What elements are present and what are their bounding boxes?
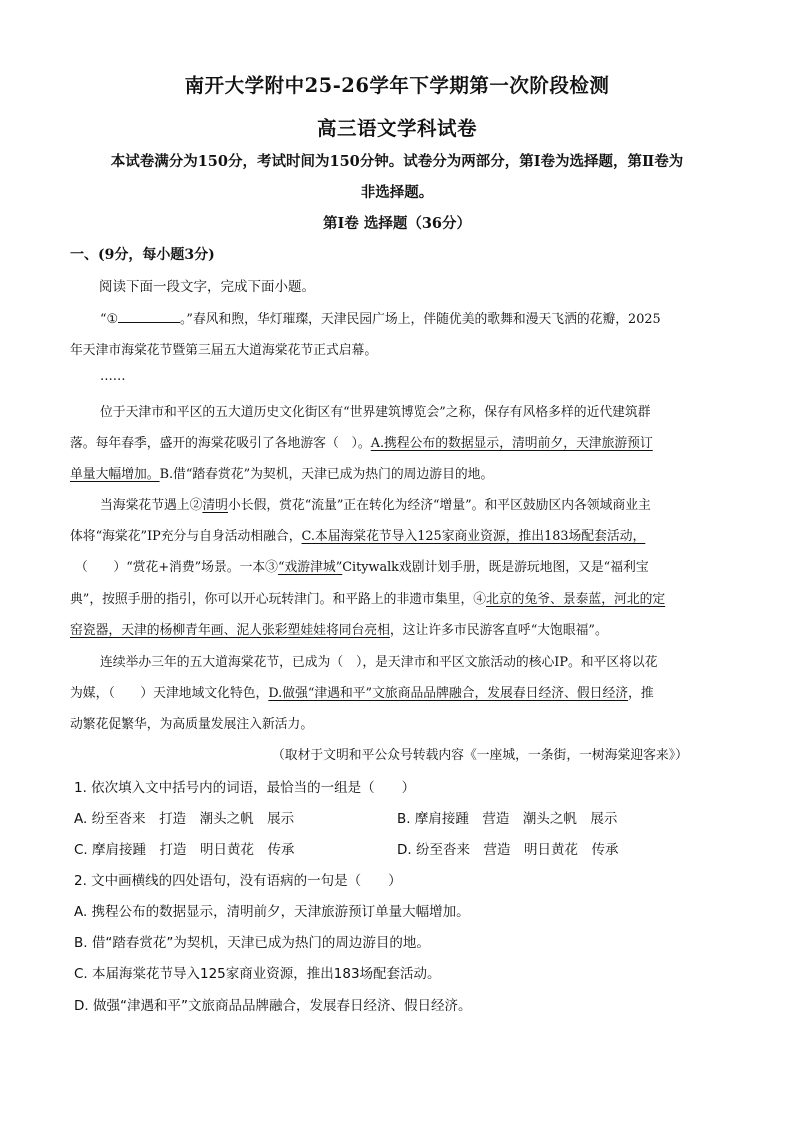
- passage-line: 为媒，（ ）天津地域文化特色，D.做强“津遇和平”文旅商品品牌融合，发展春日经济、假日经济，推: [70, 686, 654, 701]
- fill-blank-1: [118, 310, 180, 323]
- underlined-phrase-4-end: 窑瓷器，天津的杨柳青年画、泥人张彩塑娃娃将同台亮相: [70, 623, 390, 638]
- underlined-word-3: “戏游津城”: [277, 560, 343, 575]
- passage-line: 窑瓷器，天津的杨柳青年画、泥人张彩塑娃娃将同台亮相，这让许多市民游客直呼“大饱眼福”。: [70, 623, 608, 638]
- question-2-option-c: C. 本届海棠花节导入125家商业资源，推出183场配套活动。: [74, 966, 441, 982]
- exam-intro-line-2: 非选择题。: [360, 184, 434, 201]
- passage-source: （取材于文明和平公众号转载内容《一座城，一条街，一树海棠迎客来》）: [272, 748, 688, 763]
- passage-line: 当海棠花节遇上②清明小长假，赏花“流量”正在转化为经济“增量”。和平区鼓励区内各领域商业主: [100, 498, 651, 513]
- exam-intro-line-1: 本试卷满分为150分，考试时间为150分钟。试卷分为两部分，第Ⅰ卷为选择题，第Ⅱ卷为: [110, 153, 684, 170]
- passage-line: 单量大幅增加。B.借“踏春赏花”为契机，天津已成为热门的周边游目的地。: [70, 467, 494, 482]
- passage-line: 位于天津市和平区的五大道历史文化街区有“世界建筑博览会”之称，保存有风格多样的近代建筑群: [100, 405, 651, 420]
- part-one-title: 第Ⅰ卷 选择题（36分）: [322, 215, 471, 232]
- passage-line: 连续举办三年的五大道海棠花节，已成为（ ），是天津市和平区文旅活动的核心IP。和平区将以花: [100, 655, 658, 670]
- underlined-sentence-c: C.本届海棠花节导入125家商业资源，推出183场配套活动，: [301, 529, 646, 544]
- underlined-phrase-4: 北京的兔爷、景泰蓝，河北的定: [486, 592, 666, 607]
- question-2-stem: 2. 文中画横线的四处语句，没有语病的一句是（ ）: [74, 873, 402, 889]
- passage-line: 典”，按照手册的指引，你可以开心玩转津门。和平路上的非遗市集里，④北京的兔爷、景泰蓝，河北的定: [70, 592, 666, 607]
- question-1-option-b: B. 摩肩接踵 营造 潮头之帆 展示: [397, 811, 618, 827]
- passage-line: 落。每年春季，盛开的海棠花吸引了各地游客（ ）。A.携程公布的数据显示，清明前夕，天津旅游预订: [70, 436, 653, 451]
- passage-line: “① 。”春风和煦，华灯璀璨，天津民园广场上，伴随优美的歌舞和漫天飞洒的花瓣，2025: [100, 312, 661, 327]
- passage-line: （ ）“赏花+消费”场景。一本③“戏游津城”Citywalk戏剧计划手册，既是游玩地图，又是“福利宝: [75, 560, 649, 575]
- underlined-word-2: 清明: [202, 498, 228, 513]
- question-2-option-a: A. 携程公布的数据显示，清明前夕，天津旅游预订单量大幅增加。: [74, 904, 470, 920]
- question-2-option-d: D. 做强“津遇和平”文旅商品品牌融合，发展春日经济、假日经济。: [74, 998, 472, 1014]
- section-one-heading: 一、(9分，每小题3分): [70, 247, 215, 263]
- passage-line: 动繁花促繁华，为高质量发展注入新活力。: [70, 717, 314, 732]
- question-1-stem: 1. 依次填入文中括号内的词语，最恰当的一组是（ ）: [74, 780, 416, 796]
- question-1-option-d: D. 纷至沓来 营造 明日黄花 传承: [397, 842, 619, 858]
- exam-title: 南开大学附中25-26学年下学期第一次阶段检测: [184, 74, 610, 97]
- exam-subtitle: 高三语文学科试卷: [316, 117, 477, 140]
- passage-line: 年天津市海棠花节暨第三届五大道海棠花节正式启幕。: [70, 343, 378, 358]
- section-one-instruction: 阅读下面一段文字，完成下面小题。: [99, 279, 315, 295]
- question-1-option-c: C. 摩肩接踵 打造 明日黄花 传承: [74, 842, 295, 858]
- underlined-sentence-d: D.做强“津遇和平”文旅商品品牌融合，发展春日经济、假日经济: [268, 686, 629, 701]
- passage-ellipsis: ……: [100, 369, 126, 384]
- question-2-option-b: B. 借“踏春赏花”为契机，天津已成为热门的周边游目的地。: [74, 935, 430, 951]
- question-1-option-a: A. 纷至沓来 打造 潮头之帆 展示: [74, 811, 295, 827]
- passage-line: 体将“海棠花”IP充分与自身活动相融合，C.本届海棠花节导入125家商业资源，推出183场配套活动，: [70, 529, 646, 544]
- underlined-sentence-a: A.携程公布的数据显示，清明前夕，天津旅游预订: [370, 436, 653, 451]
- underlined-sentence-a-end: 单量大幅增加。: [70, 467, 160, 482]
